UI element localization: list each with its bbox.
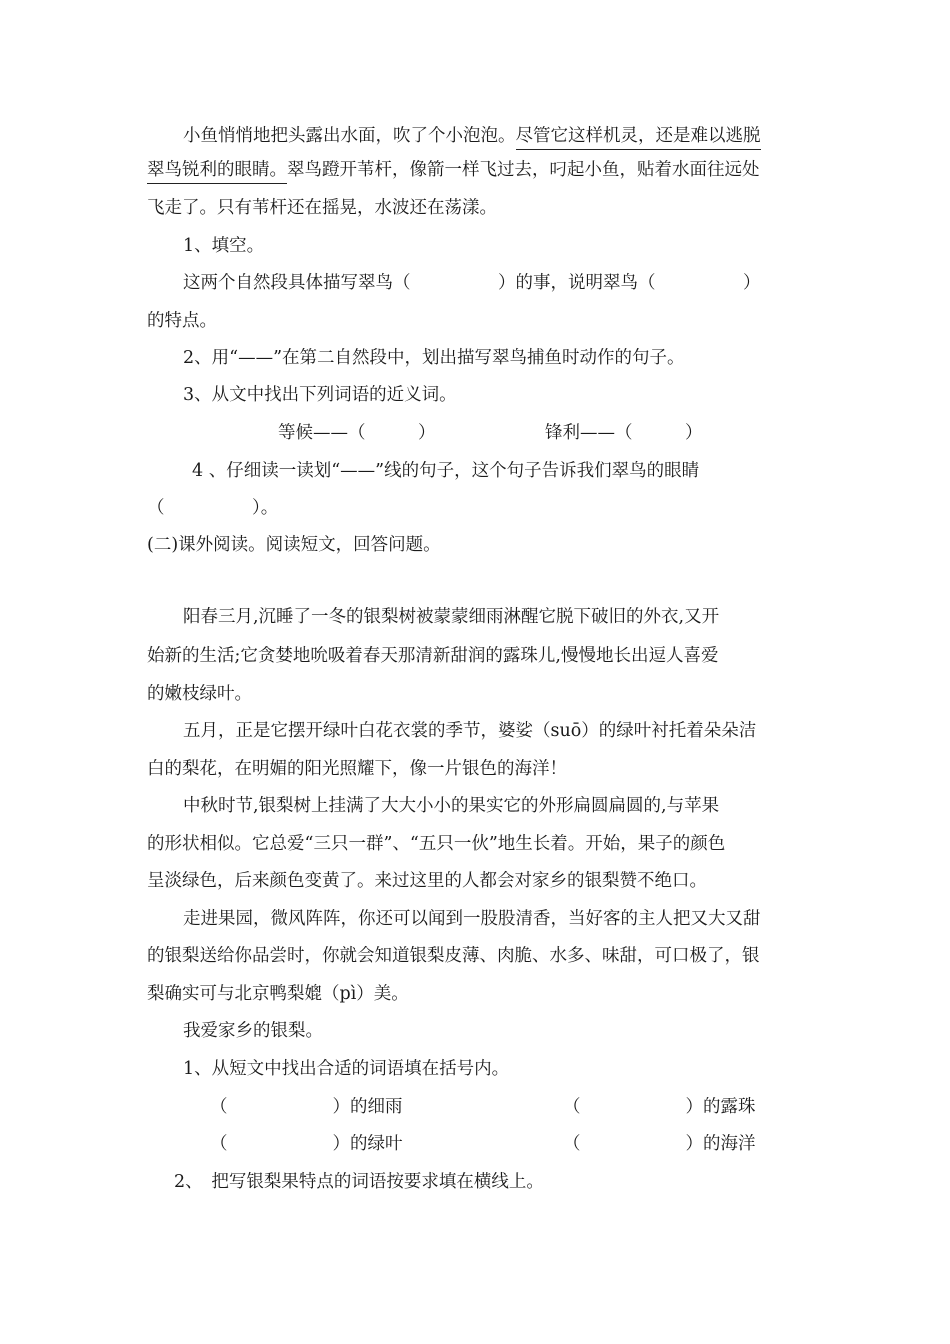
- text-span: 小鱼悄悄地把头露出水面，吹了个小泡泡。: [183, 126, 516, 146]
- word-blank: （ ）的露珠: [563, 1097, 756, 1117]
- word-blank: （ ）的细雨: [210, 1097, 403, 1117]
- question-1-blank-line: 这两个自然段具体描写翠鸟（ ）的事，说明翠鸟（ ）: [183, 273, 761, 293]
- question-1-title: 1、从短文中找出合适的词语填在括号内。: [183, 1059, 510, 1079]
- passage-line: 走进果园，微风阵阵，你还可以闻到一股股清香，当好客的主人把又大又甜: [183, 909, 761, 929]
- passage-line: [183, 124, 761, 148]
- passage-line: 白的梨花，在明媚的阳光照耀下，像一片银色的海洋！: [147, 759, 567, 779]
- question-3: 3、从文中找出下列词语的近义词。: [183, 385, 457, 405]
- synonym-blank: 锋利——（ ）: [545, 423, 703, 443]
- passage-line: 始新的生活;它贪婪地吮吸着春天那清新甜润的露珠儿,慢慢地长出逗人喜爱: [147, 646, 719, 666]
- passage-line: 我爱家乡的银梨。: [183, 1021, 323, 1041]
- passage-line: 呈淡绿色，后来颜色变黄了。来过这里的人都会对家乡的银梨赞不绝口。: [147, 871, 707, 891]
- passage-line: 的嫩枝绿叶。: [147, 684, 252, 704]
- question-4: 4 、仔细读一读划“——”线的句子，这个句子告诉我们翠鸟的眼睛: [192, 461, 700, 481]
- passage-line: 五月，正是它摆开绿叶白花衣裳的季节，婆娑（suō）的绿叶衬托着朵朵洁: [183, 721, 757, 741]
- question-2: 2、用“——”在第二自然段中，划出描写翠鸟捕鱼时动作的句子。: [183, 348, 685, 368]
- underlined-sentence: 翠鸟锐利的眼睛。: [147, 160, 287, 184]
- passage-line: [147, 158, 760, 182]
- passage-line: 梨确实可与北京鸭梨媲（pì）美。: [147, 984, 409, 1004]
- underlined-sentence: 尽管它这样机灵，还是难以逃脱: [516, 126, 761, 150]
- question-4-blank: （ ）。: [147, 498, 279, 518]
- section-heading: (二)课外阅读。阅读短文，回答问题。: [147, 535, 441, 555]
- question-2: 2、 把写银梨果特点的词语按要求填在横线上。: [174, 1172, 544, 1192]
- passage-line: 阳春三月,沉睡了一冬的银梨树被蒙蒙细雨淋醒它脱下破旧的外衣,又开: [183, 607, 720, 627]
- synonym-blank: 等候——（ ）: [278, 423, 436, 443]
- passage-line: 飞走了。只有苇杆还在摇晃，水波还在荡漾。: [147, 198, 497, 218]
- question-1-title: 1、填空。: [183, 236, 265, 256]
- word-blank: （ ）的绿叶: [210, 1134, 403, 1154]
- passage-line: 的形状相似。它总爱“三只一群”、“五只一伙”地生长着。开始，果子的颜色: [147, 834, 726, 854]
- question-1-blank-line: 的特点。: [147, 311, 217, 331]
- passage-line: 的银梨送给你品尝时，你就会知道银梨皮薄、肉脆、水多、味甜，可口极了，银: [147, 946, 760, 966]
- passage-line: 中秋时节,银梨树上挂满了大大小小的果实它的外形扁圆扁圆的,与苹果: [183, 796, 720, 816]
- word-blank: （ ）的海洋: [563, 1134, 756, 1154]
- text-span: 翠鸟蹬开苇杆，像箭一样飞过去，叼起小鱼，贴着水面往远处: [287, 160, 760, 180]
